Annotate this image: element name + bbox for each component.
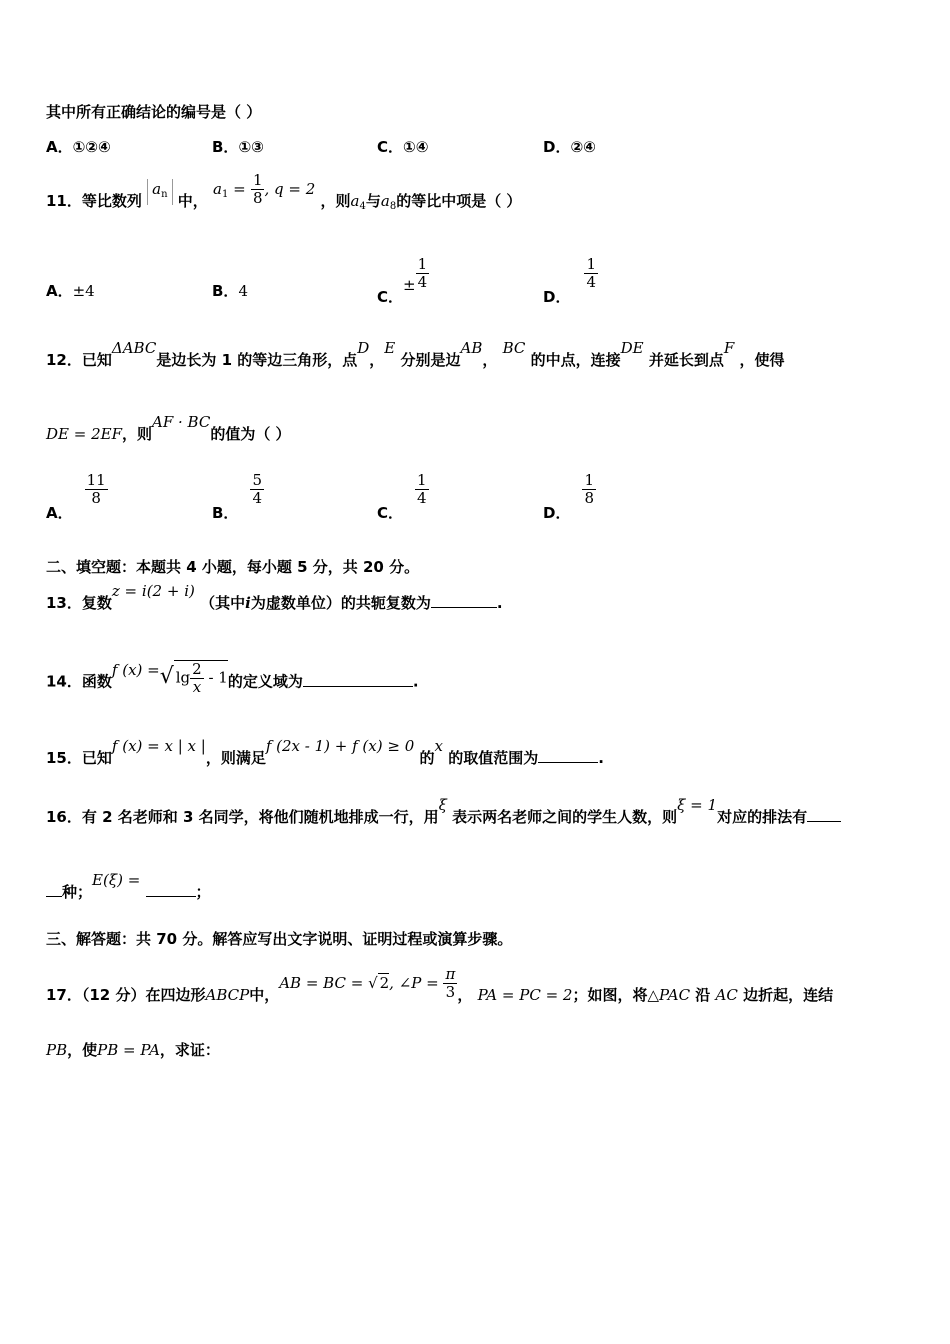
q12-option-a: A． $\frac{11}{8}$	[46, 471, 106, 522]
q10-option-a: A．①②④	[46, 138, 111, 156]
section-fill-in-heading: 二、填空题：本题共 4 小题，每小题 5 分，共 20 分。	[46, 558, 420, 576]
q10-prompt: 其中所有正确结论的编号是（ ）	[46, 103, 262, 121]
q16-expectation-blank[interactable]	[146, 882, 196, 897]
q11-stem: 11．等比数列 $a_n$ 中， $a_1$ = $\frac{1}{8}$ , q = 2 ，则$a_4$与$a_8$的等比中项是（ ）	[46, 171, 522, 212]
q13-stem: 13．复数z = i(2 + i) （其中i为虚数单位）的共轭复数为 .	[46, 582, 503, 612]
q15-stem: 15．已知f (x) = x | x |，则满足f (2x - 1) + f (x) ≥ 0 的x 的取值范围为 .	[46, 737, 604, 767]
q10-option-c: C．①④	[377, 138, 429, 156]
q10-option-b: B．①③	[212, 138, 264, 156]
q11-option-a: A．±4	[46, 282, 95, 300]
section-solution-heading: 三、解答题：共 70 分。解答应写出文字说明、证明过程或演算步骤。	[46, 930, 513, 948]
q16-count-blank-part2[interactable]	[46, 882, 62, 897]
q12-stem-line1: 12．已知ΔABC是边长为 1 的等边三角形，点D，E 分别是边AB， BC 的中点，连接DE 并延长到点F ，使得	[46, 339, 785, 369]
q12-stem-line2: DE = 2EF，则AF · BC的值为（ ）	[46, 413, 291, 443]
q12-option-b: B． $\frac{5}{4}$	[212, 471, 262, 522]
q16-stem-line2: 种；E(ξ) = ；	[46, 882, 211, 902]
q11-option-c: C．± $\frac{1}{4}$	[377, 255, 428, 306]
q14-answer-blank[interactable]	[303, 672, 413, 687]
q11-option-d: D． $\frac{1}{4}$	[543, 255, 596, 306]
sequence-an: $a_n$	[147, 179, 172, 205]
q14-stem: 14．函数f (x) =√ lg $\frac{2}{x}$ - 1的定义域为 .	[46, 660, 419, 696]
q12-option-c: C． $\frac{1}{4}$	[377, 471, 427, 522]
q16-stem-line1: 16．有 2 名老师和 3 名同学，将他们随机地排成一行，用ξ 表示两名老师之间的学生人数，则ξ = 1对应的排法有	[46, 807, 841, 827]
q16-count-blank-part1[interactable]	[807, 807, 841, 822]
q17-stem-line2: PB，使PB = PA，求证：	[46, 1041, 220, 1059]
q15-answer-blank[interactable]	[538, 748, 598, 763]
q11-option-b: B．4	[212, 282, 248, 300]
q17-stem-line1: 17．（12 分）在四边形ABCP中，AB = BC = √ 2, ∠P = $\frac{\pi}{3}$ ， PA = PC = 2；如图，将△PAC 沿 AC 边折起，连结	[46, 965, 834, 1004]
q12-option-d: D． $\frac{1}{8}$	[543, 471, 594, 522]
q13-answer-blank[interactable]	[431, 593, 497, 608]
q10-option-d: D．②④	[543, 138, 596, 156]
q11-fraction: $\frac{1}{8}$	[252, 171, 263, 207]
